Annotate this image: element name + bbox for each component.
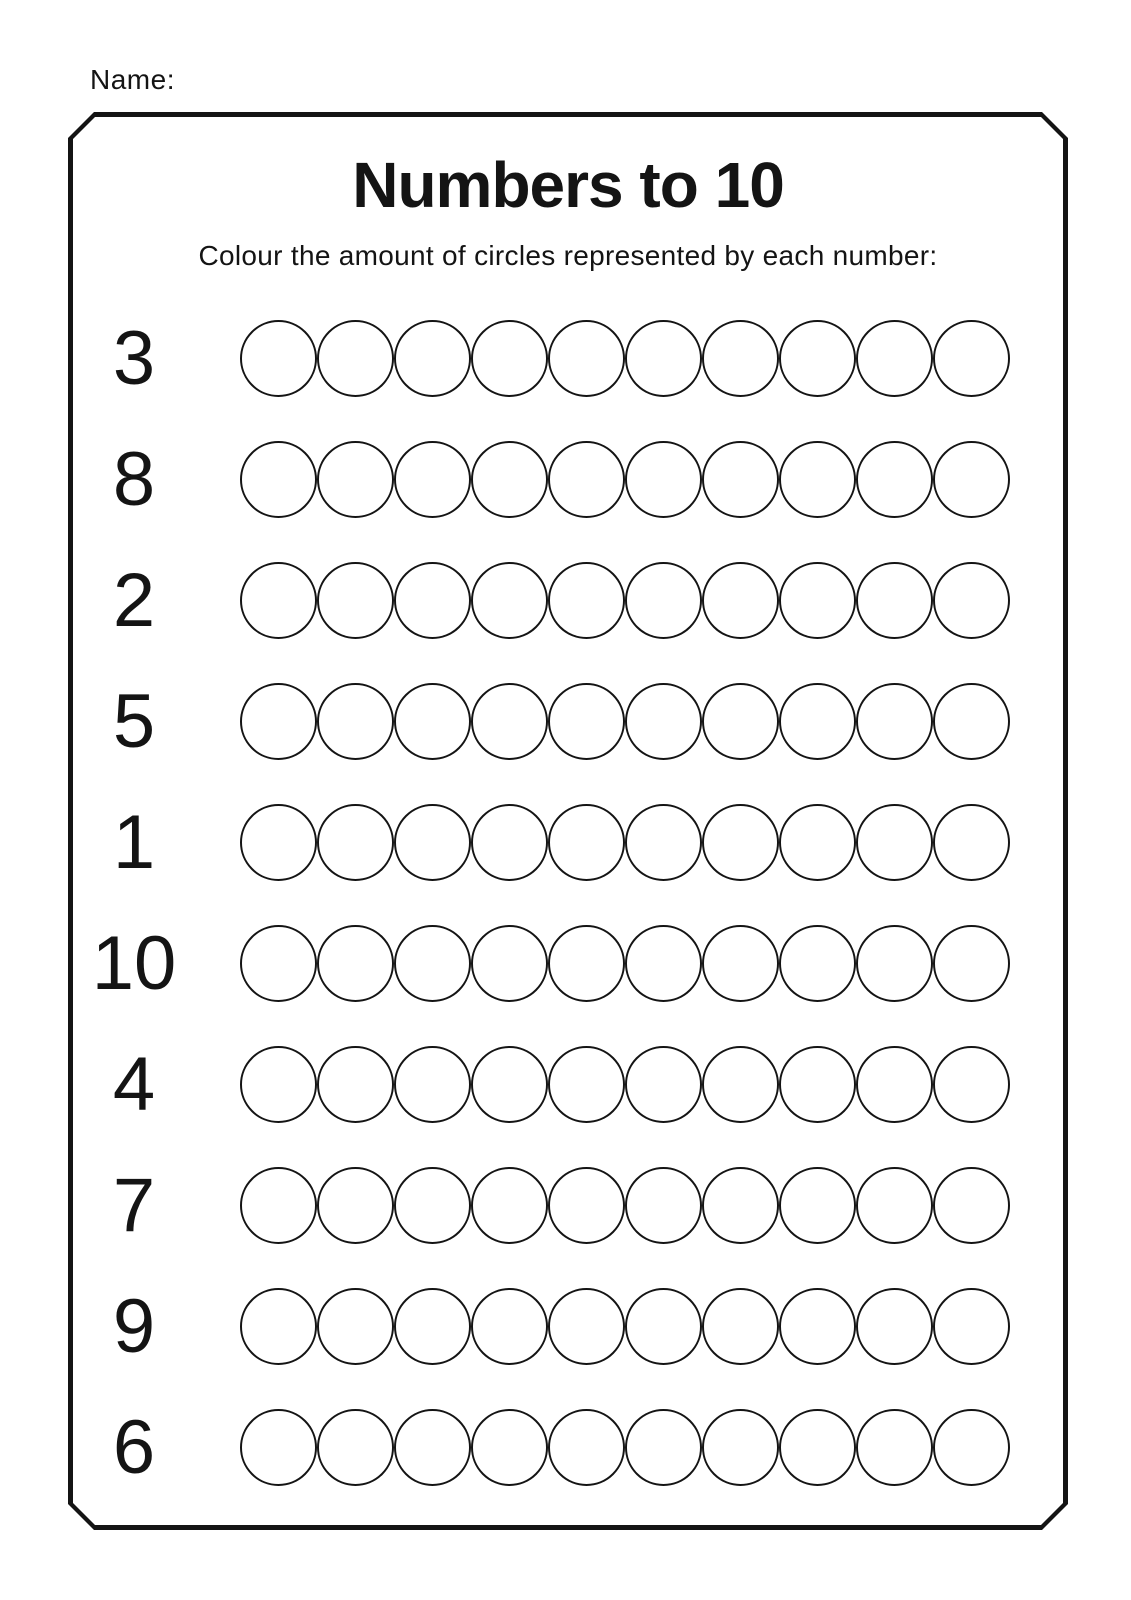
circle-row <box>240 683 1010 760</box>
colorable-circle <box>240 441 317 518</box>
colorable-circle <box>317 683 394 760</box>
colorable-circle <box>933 562 1010 639</box>
colorable-circle <box>548 320 625 397</box>
colorable-circle <box>471 320 548 397</box>
colorable-circle <box>394 1409 471 1486</box>
page-title: Numbers to 10 <box>352 149 784 221</box>
colorable-circle <box>394 562 471 639</box>
colorable-circle <box>471 1288 548 1365</box>
colorable-circle <box>317 1046 394 1123</box>
worksheet-row <box>68 1145 1068 1266</box>
colorable-circle <box>548 925 625 1002</box>
circle-row <box>240 804 1010 881</box>
colorable-circle <box>548 1288 625 1365</box>
circle-row <box>240 925 1010 1002</box>
colorable-circle <box>856 441 933 518</box>
circle-row <box>240 1167 1010 1244</box>
colorable-circle <box>625 441 702 518</box>
colorable-circle <box>548 683 625 760</box>
circle-row <box>240 562 1010 639</box>
colorable-circle <box>625 1288 702 1365</box>
worksheet-row <box>68 903 1068 1024</box>
colorable-circle <box>702 804 779 881</box>
row-number: 8 <box>112 436 156 522</box>
circle-row <box>240 441 1010 518</box>
colorable-circle <box>779 441 856 518</box>
colorable-circle <box>548 562 625 639</box>
colorable-circle <box>317 804 394 881</box>
colorable-circle <box>548 1167 625 1244</box>
colorable-circle <box>702 562 779 639</box>
colorable-circle <box>625 683 702 760</box>
instruction-text: Colour the amount of circles represented by each number: <box>198 240 938 271</box>
colorable-circle <box>856 320 933 397</box>
colorable-circle <box>933 1046 1010 1123</box>
colorable-circle <box>394 683 471 760</box>
colorable-circle <box>933 804 1010 881</box>
rows-container <box>68 298 1068 1508</box>
worksheet-frame <box>68 112 1068 1530</box>
colorable-circle <box>394 320 471 397</box>
colorable-circle <box>548 1046 625 1123</box>
colorable-circle <box>933 320 1010 397</box>
colorable-circle <box>702 1167 779 1244</box>
colorable-circle <box>317 1409 394 1486</box>
colorable-circle <box>240 1288 317 1365</box>
colorable-circle <box>548 1409 625 1486</box>
circle-row <box>240 320 1010 397</box>
worksheet-row <box>68 298 1068 419</box>
colorable-circle <box>394 1046 471 1123</box>
colorable-circle <box>240 1409 317 1486</box>
colorable-circle <box>779 1288 856 1365</box>
row-number: 10 <box>91 920 177 1006</box>
row-number: 5 <box>112 678 156 764</box>
colorable-circle <box>471 804 548 881</box>
colorable-circle <box>625 320 702 397</box>
colorable-circle <box>779 925 856 1002</box>
colorable-circle <box>394 441 471 518</box>
colorable-circle <box>240 683 317 760</box>
colorable-circle <box>625 1167 702 1244</box>
colorable-circle <box>779 320 856 397</box>
colorable-circle <box>702 925 779 1002</box>
worksheet-row <box>68 1387 1068 1508</box>
colorable-circle <box>394 925 471 1002</box>
colorable-circle <box>317 925 394 1002</box>
colorable-circle <box>240 925 317 1002</box>
colorable-circle <box>856 1288 933 1365</box>
colorable-circle <box>856 1409 933 1486</box>
colorable-circle <box>548 804 625 881</box>
colorable-circle <box>471 925 548 1002</box>
colorable-circle <box>856 804 933 881</box>
worksheet-row <box>68 782 1068 903</box>
colorable-circle <box>240 562 317 639</box>
colorable-circle <box>702 1409 779 1486</box>
colorable-circle <box>779 1409 856 1486</box>
colorable-circle <box>625 1046 702 1123</box>
colorable-circle <box>394 1288 471 1365</box>
worksheet-row <box>68 661 1068 782</box>
colorable-circle <box>625 925 702 1002</box>
colorable-circle <box>317 1167 394 1244</box>
colorable-circle <box>779 683 856 760</box>
worksheet-row <box>68 419 1068 540</box>
colorable-circle <box>856 1046 933 1123</box>
colorable-circle <box>471 683 548 760</box>
circle-row <box>240 1409 1010 1486</box>
name-label: Name: <box>90 64 175 95</box>
colorable-circle <box>933 441 1010 518</box>
worksheet-row <box>68 1266 1068 1387</box>
colorable-circle <box>240 1167 317 1244</box>
colorable-circle <box>471 1046 548 1123</box>
row-number: 4 <box>112 1041 156 1127</box>
colorable-circle <box>933 1167 1010 1244</box>
colorable-circle <box>240 320 317 397</box>
colorable-circle <box>779 1046 856 1123</box>
colorable-circle <box>933 925 1010 1002</box>
worksheet-content <box>68 112 1068 1530</box>
colorable-circle <box>471 441 548 518</box>
colorable-circle <box>240 1046 317 1123</box>
worksheet-row <box>68 1024 1068 1145</box>
colorable-circle <box>702 683 779 760</box>
colorable-circle <box>856 925 933 1002</box>
colorable-circle <box>702 1288 779 1365</box>
colorable-circle <box>471 1167 548 1244</box>
colorable-circle <box>394 1167 471 1244</box>
colorable-circle <box>317 441 394 518</box>
row-number: 3 <box>112 315 156 401</box>
colorable-circle <box>702 320 779 397</box>
colorable-circle <box>933 1409 1010 1486</box>
colorable-circle <box>317 320 394 397</box>
colorable-circle <box>471 562 548 639</box>
worksheet-row <box>68 540 1068 661</box>
colorable-circle <box>702 1046 779 1123</box>
colorable-circle <box>779 1167 856 1244</box>
circle-row <box>240 1288 1010 1365</box>
colorable-circle <box>702 441 779 518</box>
row-number: 6 <box>112 1404 156 1490</box>
colorable-circle <box>779 562 856 639</box>
colorable-circle <box>933 683 1010 760</box>
row-number: 2 <box>112 557 156 643</box>
colorable-circle <box>856 683 933 760</box>
row-number: 7 <box>112 1162 156 1248</box>
colorable-circle <box>317 1288 394 1365</box>
colorable-circle <box>933 1288 1010 1365</box>
row-number: 1 <box>112 799 156 885</box>
circle-row <box>240 1046 1010 1123</box>
row-number: 9 <box>112 1283 156 1369</box>
colorable-circle <box>394 804 471 881</box>
colorable-circle <box>856 1167 933 1244</box>
colorable-circle <box>471 1409 548 1486</box>
colorable-circle <box>317 562 394 639</box>
colorable-circle <box>779 804 856 881</box>
colorable-circle <box>240 804 317 881</box>
colorable-circle <box>625 562 702 639</box>
colorable-circle <box>625 804 702 881</box>
colorable-circle <box>625 1409 702 1486</box>
colorable-circle <box>548 441 625 518</box>
colorable-circle <box>856 562 933 639</box>
